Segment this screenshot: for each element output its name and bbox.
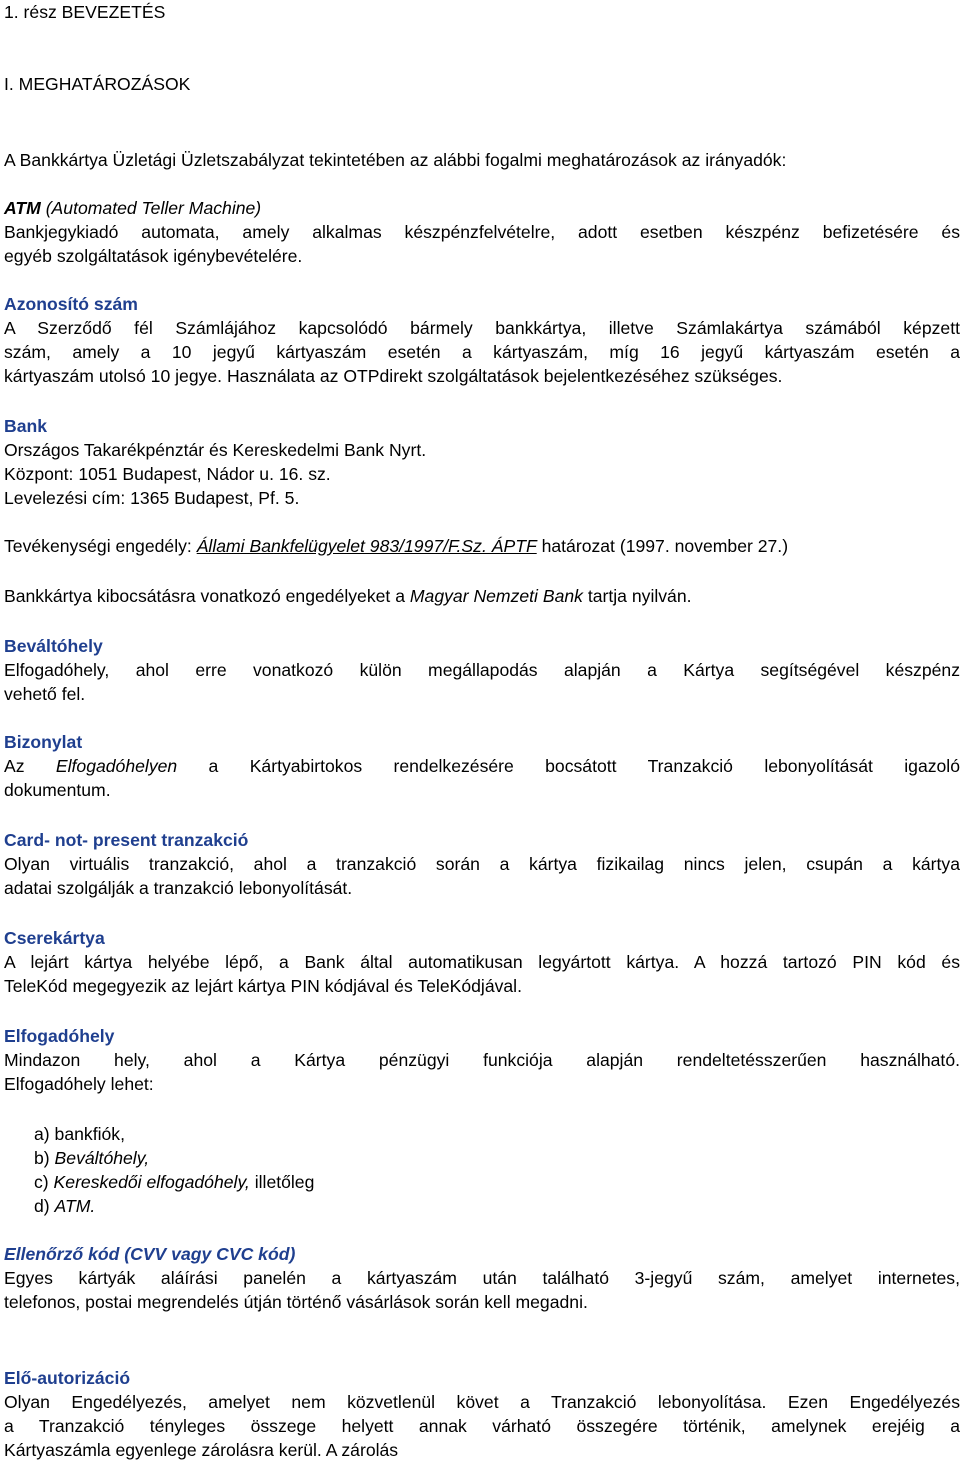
intro-paragraph: A Bankkártya Üzletági Üzletszabályzat tekintetében az alábbi fogalmi meghatározások az irányadók:	[4, 150, 787, 170]
mnb-registration	[4, 584, 960, 608]
term-elo-autorizacio: Elő-autorizáció	[4, 1368, 131, 1388]
ellenorzo-definition-line-2: telefonos, postai megrendelés útján történő vásárlások során kell megadni.	[4, 1292, 588, 1312]
atm-definition-line-2: egyéb szolgáltatások igénybevételére.	[4, 246, 303, 266]
eloautorizacio-definition-line-1: Olyan Engedélyezés, amelyet nem közvetlenül követ a Tranzakció lebonyolítása. Ezen Engedélyezés	[4, 1392, 960, 1412]
azonosito-definition-line-3: kártyaszám utolsó 10 jegye. Használata az OTPdirekt szolgáltatások bejelentkezéséhez szükséges.	[4, 366, 783, 386]
term-cserekartya: Cserekártya	[4, 928, 105, 948]
list-item	[34, 1170, 314, 1194]
list-item-marker: a)	[34, 1124, 55, 1144]
list-item-marker: b)	[34, 1148, 55, 1168]
cserekartya-definition-line-2: TeleKód megegyezik az lejárt kártya PIN kódjával és TeleKódjával.	[4, 976, 522, 996]
eloautorizacio-definition-line-2: a Tranzakció tényleges összege helyett annak várható összegére történik, amelynek erejéig a	[4, 1416, 960, 1436]
cnp-definition-line-1: Olyan virtuális tranzakció, ahol a tranzakció során a kártya fizikailag nincs jelen, csupán a kártya	[4, 854, 960, 874]
list-item-text: Kereskedői elfogadóhely,	[53, 1172, 250, 1192]
azonosito-definition-line-1: A Szerződő fél Számlájához kapcsolódó bármely bankkártya, illetve Számlakártya számából képzett	[4, 318, 960, 338]
term-azonosito-szam: Azonosító szám	[4, 294, 138, 314]
bizonylat-text-b: Elfogadóhelyen	[55, 756, 178, 776]
term-atm-expansion: (Automated Teller Machine)	[40, 198, 262, 218]
cserekartya-definition-line-1: A lejárt kártya helyébe lépő, a Bank által automatikusan legyártott kártya. A hozzá tartozó PIN kód és	[4, 952, 960, 972]
list-item	[34, 1122, 125, 1146]
list-item	[34, 1194, 95, 1218]
activity-license-date: határozat (1997. november 27.)	[536, 536, 789, 556]
eloautorizacio-definition-line-3: Kártyaszámla egyenlege zárolásra kerül. A zárolás	[4, 1440, 399, 1460]
activity-license-label: Tevékenységi engedély:	[4, 536, 197, 556]
atm-definition-line-1: Bankjegykiadó automata, amely alkalmas készpénzfelvételre, adott esetben készpénz befizetésére és	[4, 222, 960, 242]
section-title: I. MEGHATÁROZÁSOK	[4, 74, 191, 94]
term-bank: Bank	[4, 416, 48, 436]
term-ellenorzo-kod: Ellenőrző kód (CVV vagy CVC kód)	[4, 1244, 296, 1264]
list-item-marker: d)	[34, 1196, 55, 1216]
activity-license-authority: Állami Bankfelügyelet 983/1997/F.Sz. ÁPTF	[196, 536, 537, 556]
list-item-text: bankfiók,	[54, 1124, 125, 1144]
elfogadohely-definition-line-1: Mindazon hely, ahol a Kártya pénzügyi funkciója alapján rendeltetésszerűen használható.	[4, 1050, 960, 1070]
bank-mailing-address: Levelezési cím: 1365 Budapest, Pf. 5.	[4, 488, 300, 508]
list-item	[34, 1146, 149, 1170]
cnp-definition-line-2: adatai szolgálják a tranzakció lebonyolítását.	[4, 878, 353, 898]
list-item-text: ATM.	[54, 1196, 96, 1216]
list-item-suffix: illetőleg	[249, 1172, 315, 1192]
mnb-registration-tail: tartja nyilván.	[582, 586, 692, 606]
mnb-registration-authority: Magyar Nemzeti Bank	[409, 586, 583, 606]
list-item-marker: c)	[34, 1172, 54, 1192]
list-item-text: Beváltóhely,	[54, 1148, 150, 1168]
term-bevaltohely: Beváltóhely	[4, 636, 103, 656]
bank-headquarters: Központ: 1051 Budapest, Nádor u. 16. sz.	[4, 464, 331, 484]
bizonylat-definition-line-1	[4, 754, 960, 778]
bank-name: Országos Takarékpénztár és Kereskedelmi Bank Nyrt.	[4, 440, 427, 460]
part-title: 1. rész BEVEZETÉS	[4, 2, 166, 22]
term-atm-abbrev: ATM	[4, 198, 41, 218]
bizonylat-definition-line-2: dokumentum.	[4, 780, 111, 800]
term-elfogadohely: Elfogadóhely	[4, 1026, 115, 1046]
azonosito-definition-line-2: szám, amely a 10 jegyű kártyaszám esetén a kártyaszám, míg 16 jegyű kártyaszám esetén a	[4, 342, 960, 362]
term-bizonylat: Bizonylat	[4, 732, 83, 752]
bevaltohely-definition-line-2: vehető fel.	[4, 684, 86, 704]
mnb-registration-text: Bankkártya kibocsátásra vonatkozó engedélyeket a	[4, 586, 410, 606]
bizonylat-text-c: a Kártyabirtokos rendelkezésére bocsátott Tranzakció lebonyolítását igazoló	[177, 756, 960, 776]
ellenorzo-definition-line-1: Egyes kártyák aláírási panelén a kártyaszám után található 3-jegyű szám, amelyet internetes,	[4, 1268, 960, 1288]
activity-license	[4, 534, 960, 558]
bizonylat-text-a: Az	[4, 756, 56, 776]
elfogadohely-definition-line-2: Elfogadóhely lehet:	[4, 1074, 154, 1094]
bevaltohely-definition-line-1: Elfogadóhely, ahol erre vonatkozó külön megállapodás alapján a Kártya segítségével készpénz	[4, 660, 960, 680]
term-card-not-present: Card- not- present tranzakció	[4, 830, 249, 850]
term-atm	[4, 196, 261, 220]
